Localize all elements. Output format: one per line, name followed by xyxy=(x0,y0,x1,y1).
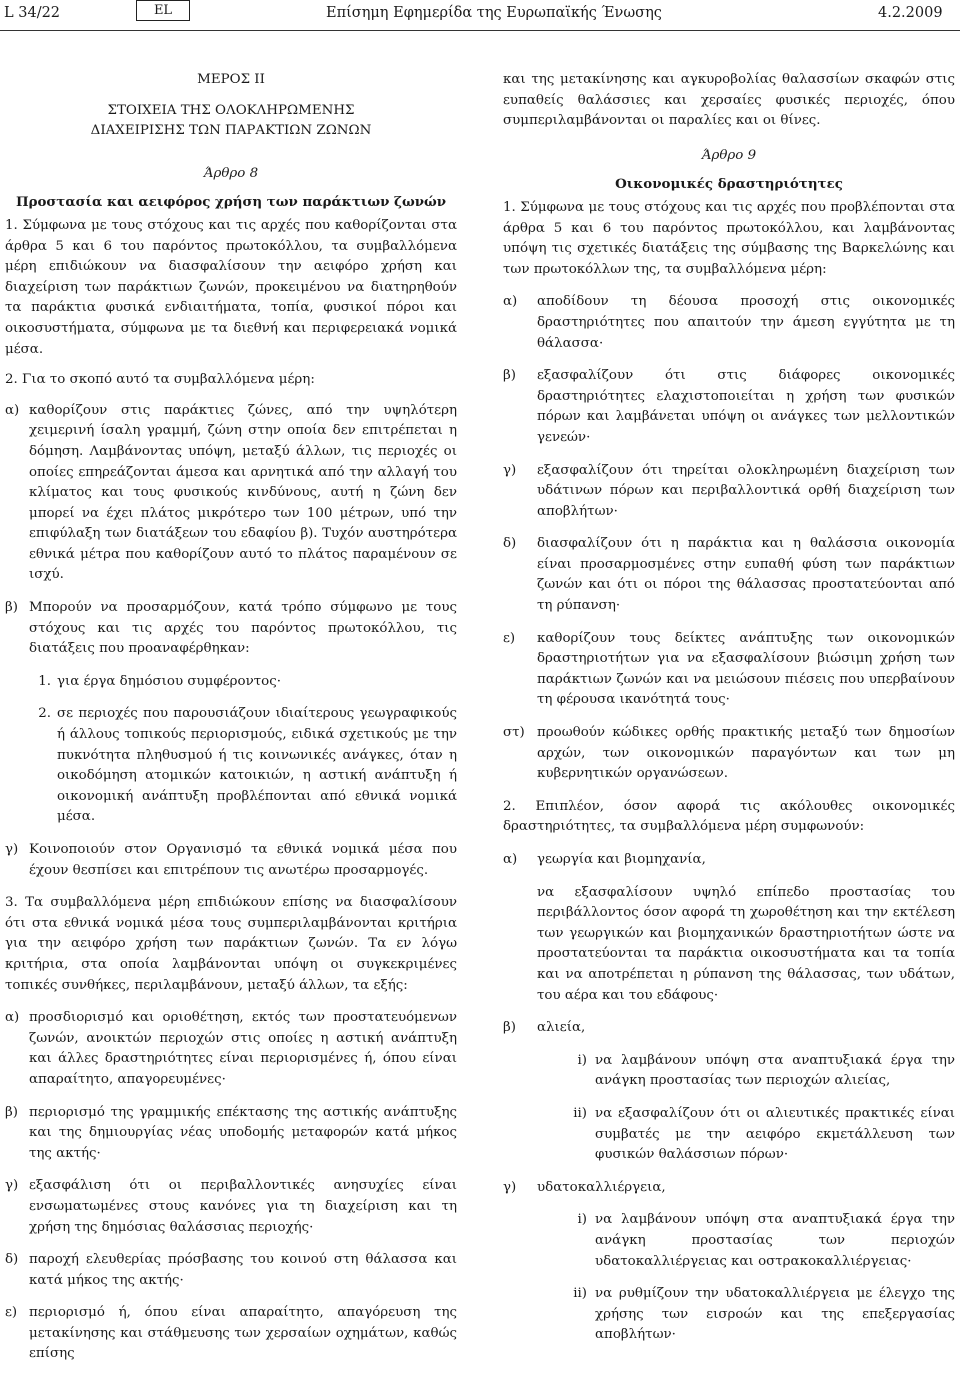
art8-para-3: 3. Τα συμβαλλόμενα μέρη επιδιώκουν επίσης να διασφαλίσουν ότι στα εθνικά νομικά μέσα τους συμπεριλαμβάνονται κριτήρια για την αειφόρο χρήση των παράκτιων ζωνών. Τα εν λόγω κριτήρια, στα οποία λαμβάνονται υπόψη οι συγκεκριμένες τοπικές συνθήκες, περιλαμβάνουν, μεταξύ άλλων, τα εξής: xyxy=(5,895,457,993)
list-item: ε) καθορίζουν τους δείκτες ανάπτυξης των οικονομικών δραστηριοτήτων για να εξασφαλίσουν βιώσιμη χρήση των παράκτιων ζωνών και να μειώσουν πιέσεις που υπερβαίνουν τη φέρουσα ικανότητά τους· xyxy=(503,630,955,708)
article-9-title: Οικονομικές δραστηριότητες xyxy=(615,176,843,193)
list-item: α) αποδίδουν τη δέουσα προσοχή στις οικονομικές δραστηριότητες που απαιτούν την άμεση εγγύτητα με τη θάλασσα· xyxy=(503,294,955,351)
list-item: δ) παροχή ελευθερίας πρόσβασης του κοινού στη θάλασσα και κατά μήκος της ακτής· xyxy=(5,1252,457,1288)
art9-para-2: 2. Επιπλέον, όσον αφορά τις ακόλουθες οικονομικές δραστηριότητες, τα συμβαλλόμενα μέρη συμφωνούν: xyxy=(503,798,955,835)
list-item: i) να λαμβάνουν υπόψη στα αναπτυξιακά έργα την ανάγκη προστασίας των περιοχών αλιείας, xyxy=(577,1052,955,1089)
part-number: ΜΕΡΟΣ II xyxy=(197,72,265,87)
art8-para-1: 1. Σύμφωνα με τους στόχους και τις αρχές που καθορίζονται στα άρθρα 5 και 6 του παρόντος πρωτοκόλλου, τα συμβαλλόμενα μέρη επιδιώκουν να διασφαλίσουν την αειφόρο χρήση και διαχείριση των παράκτιων ζωνών, προκειμένου να διατηρηθούν τα παράκτια φυσικά ενδιαιτήματα, τοπία, φυσικοί πόροι και οικοσυστήματα, σύμφωνα με τα διεθνή και περιφερειακά νομικά μέσα. xyxy=(5,217,457,357)
header-rule xyxy=(0,30,960,31)
list-item: α) γεωργία και βιομηχανία, xyxy=(503,852,706,867)
list-item: γ) υδατοκαλλιέργεια, xyxy=(503,1179,666,1195)
list-item: γ) Κοινοποιούν στον Οργανισμό τα εθνικά νομικά μέσα που έχουν θεσπίσει και επιτρέπουν τις ανωτέρω προσαρμογές. xyxy=(5,842,457,878)
page-header xyxy=(0,0,960,32)
article-8-heading: Άρθρο 8 xyxy=(203,165,259,181)
list-item: β) αλιεία, xyxy=(503,1020,586,1036)
list-item: i) να λαμβάνουν υπόψη στα αναπτυξιακά έργα την ανάγκη προστασίας των περιοχών υδατοκαλλιέργειας και οστρακοκαλλιέργειας· xyxy=(577,1212,955,1269)
list-item: β) περιορισμό της γραμμικής επέκτασης της αστικής ανάπτυξης και της δημιουργίας νέας υποδομής μεταφορών κατά μήκος της ακτής· xyxy=(5,1104,457,1161)
art8-continuation: και της μετακίνησης και αγκυροβολίας θαλασσίων σκαφών στις ευπαθείς θαλάσσιες και χερσαίες φυσικές περιοχές, όπου συμπεριλαμβάνονται οι παραλίες και οι θίνες. xyxy=(503,72,955,129)
list-item: α) προσδιορισμό και οριοθέτηση, εκτός των προστατευόμενων ζωνών, ανοικτών περιοχών στις οποίες η αστική ανάπτυξη και άλλες δραστηριότητες είναι περιορισμένες ή, όπου είναι απαραίτητο, απαγορευμένες· xyxy=(5,1010,457,1087)
art9-agriculture-text: να εξασφαλίσουν υψηλό επίπεδο προστασίας του περιβάλλοντος όσον αφορά τη χωροθέτηση και την εκτέλεση των γεωργικών και βιομηχανικών δραστηριοτήτων ώστε να προστατεύονται τα παράκτια οικοσυστήματα και τα τοπία και να αποτρέπεται η ρύπανση της θάλασσας, των υδάτων, του αέρα και του εδάφους· xyxy=(537,884,955,1003)
list-item: δ) διασφαλίζουν ότι η παράκτια και η θαλάσσια οικονομία είναι προσαρμοσμένες στην ευπαθή φύση των παράκτιων ζωνών και ότι οι πόροι της θάλασσας προστατεύονται από τη ρύπανση· xyxy=(503,536,955,614)
issue-date: 4.2.2009 xyxy=(878,5,943,21)
journal-title: Επίσημη Εφημερίδα της Ευρωπαϊκής Ένωσης xyxy=(326,5,662,21)
list-item: ε) περιορισμό ή, όπου είναι απαραίτητο, απαγόρευση της μετακίνησης και στάθμευσης των χερσαίων οχημάτων, καθώς επίσης xyxy=(5,1305,457,1362)
list-item: ii) να ρυθμίζουν την υδατοκαλλιέργεια με έλεγχο της χρήσης των εισροών και της επεξεργασίας αποβλήτων· xyxy=(573,1286,955,1343)
list-item: στ) προωθούν κώδικες ορθής πρακτικής μεταξύ των δημοσίων αρχών, των οικονομικών παραγόντων και των μη κυβερνητικών οργανώσεων. xyxy=(503,725,955,782)
part-title: ΣΤΟΙΧΕΙΑ ΤΗΣ ΟΛΟΚΛΗΡΩΜΕΝΗΣ ΔΙΑΧΕΙΡΙΣΗΣ ΤΩΝ ΠΑΡΑΚΤΙΩΝ ΖΩΝΩΝ xyxy=(90,102,372,139)
list-item: 1. για έργα δημόσιου συμφέροντος· xyxy=(38,673,281,689)
list-item: ii) να εξασφαλίζουν ότι οι αλιευτικές πρακτικές είναι συμβατές με την αειφόρο εκμετάλλευση των φυσικών θαλάσσιων πόρων· xyxy=(573,1105,955,1163)
language-box: EL xyxy=(136,0,190,21)
list-item: β) Μπορούν να προσαρμόζουν, κατά τρόπο σύμφωνο με τους στόχους και τις αρχές του παρόντος πρωτοκόλλου, τις διατάξεις που προαναφέρθηκαν: xyxy=(5,600,457,657)
list-item: γ) εξασφαλίζουν ότι τηρείται ολοκληρωμένη διαχείριση των υδάτινων πόρων και περιβαλλοντικά ορθή διαχείριση των αποβλήτων· xyxy=(503,462,955,519)
list-item: β) εξασφαλίζουν ότι στις διάφορες οικονομικές δραστηριότητες ελαχιστοποιείται η χρήση των φυσικών πόρων και λαμβάνεται υπόψη οι ανάγκες των μελλοντικών γενεών· xyxy=(503,368,955,445)
left-column xyxy=(5,60,457,1365)
list-item: 2. σε περιοχές που παρουσιάζουν ιδιαίτερους γεωγραφικούς ή άλλους τοπικούς περιορισμούς, ειδικά σχετικούς με την πυκνότητα πληθυσμού ή τις κοινωνικές ανάγκες, όταν η οικοδόμηση ατομικών κατοικιών, η αστική ανάπτυξη ή οικονομική ανάπτυξη προβλέπονται από εθνικά νομικά μέσα. xyxy=(38,706,457,825)
page-number: L 34/22 xyxy=(4,5,61,21)
article-9-heading: Άρθρο 9 xyxy=(701,147,757,163)
list-item: γ) εξασφάλιση ότι οι περιβαλλοντικές ανησυχίες είναι ενσωματωμένες στους κανόνες για τη διαχείριση και τη χρήση της δημόσιας θαλάσσιας περιοχής· xyxy=(5,1178,457,1235)
art9-para-1: 1. Σύμφωνα με τους στόχους και τις αρχές που προβλέπονται στα άρθρα 5 και 6 του παρόντος πρωτοκόλλου, και λαμβάνοντας υπόψη τις σχετικές διατάξεις της σύμβασης της Βαρκελώνης και των πρωτοκόλλων της, τα συμβαλλόμενα μέρη: xyxy=(503,199,955,277)
list-item: α) καθορίζουν στις παράκτιες ζώνες, από την υψηλότερη χειμερινή ίσαλη γραμμή, ζώνη στην οποία δεν επιτρέπεται η δόμηση. Λαμβάνοντας υπόψη, μεταξύ άλλων, τις περιοχές οι οποίες επηρεάζονται άμεσα και αρνητικά από την αλλαγή του κλίματος και τους φυσικούς κινδύνους, αυτή η ζώνη δεν μπορεί να έχει πλάτος μικρότερο των 100 μέτρων, υπό την επιφύλαξη των διατάξεων του εδαφίου β). Τυχόν αυστηρότερα εθνικά μέτρα που καθορίζουν αυτό το πλάτος παραμένουν σε ισχύ. xyxy=(5,402,457,583)
right-column xyxy=(503,60,955,1346)
art8-para-2: 2. Για το σκοπό αυτό τα συμβαλλόμενα μέρη: xyxy=(5,372,315,388)
article-8-title: Προστασία και αειφόρος χρήση των παράκτιων ζωνών xyxy=(15,194,447,211)
